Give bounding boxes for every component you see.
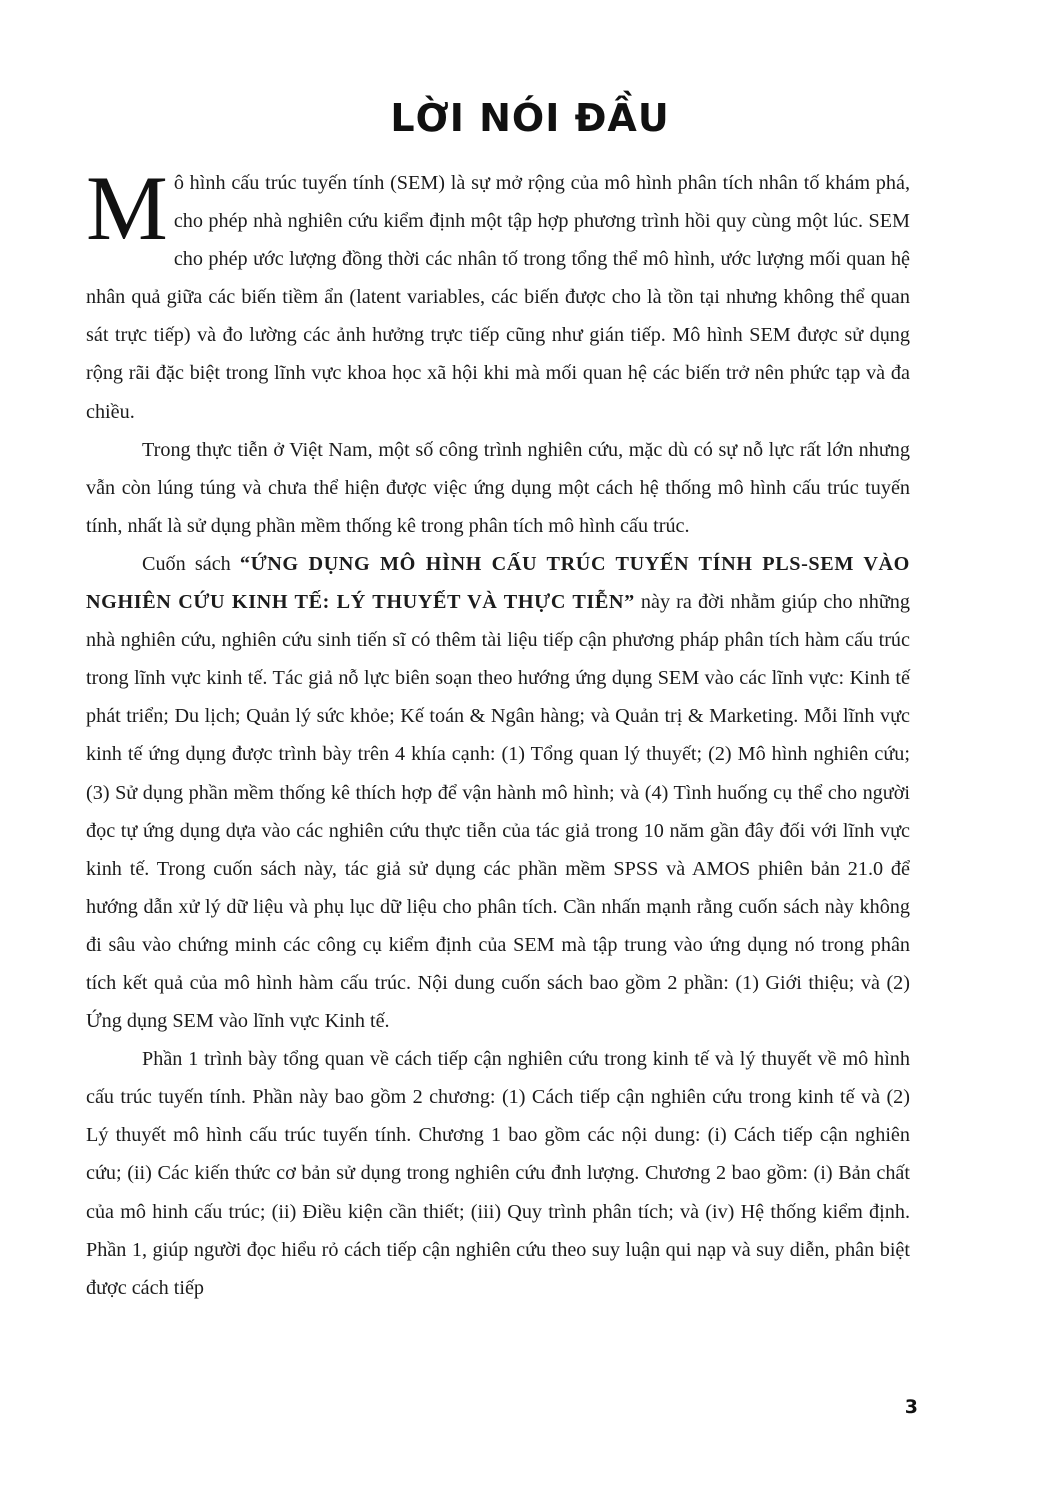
drop-cap: M [86,157,168,259]
paragraph-vietnam-context: Trong thực tiễn ở Việt Nam, một số công trình nghiên cứu, mặc dù có sự nỗ lực rất lớn nhưng vẫn còn lúng túng và chưa thể hiện được việc ứng dụng một cách hệ thống mô hình cấu trúc tuyến tính, nhất là sử dụng phần mềm thống kê trong phân tích mô hình cấu trúc. [86,438,910,537]
paragraph-book-rest: này ra đời nhằm giúp cho những nhà nghiên cứu, nghiên cứu sinh tiến sĩ có thêm tài liệu tiếp cận phương pháp phân tích hàm cấu trúc trong lĩnh vực kinh tế. Tác giả nỗ lực biên soạn theo hướng ứng dụng SEM vào các lĩnh vực: Kinh tế phát triển; Du lịch; Quản lý sức khỏe; Kế toán & Ngân hàng; và Quản trị & Marketing. Mỗi lĩnh vực kinh tế ứng dụng được trình bày trên 4 khía cạnh: (1) Tổng quan lý thuyết; (2) Mô hình nghiên cứu; (3) Sử dụng phần mềm thống kê thích hợp để vận hành mô hình; và (4) Tình huống cụ thể cho người đọc tự ứng dụng dựa vào các nghiên cứu thực tiễn của tác giả trong 10 năm gần đây đối với lĩnh vực kinh tế. Trong cuốn sách này, tác giả sử dụng các phần mềm SPSS và AMOS phiên bản 21.0 để hướng dẫn xử lý dữ liệu và phụ lục dữ liệu cho phân tích. Cần nhấn mạnh rằng cuốn sách này không đi sâu vào chứng minh các công cụ kiểm định của SEM mà tập trung vào ứng dụng nó trong phân tích kết quả của mô hình hàm cấu trúc. Nội dung cuốn sách bao gồm 2 phần: (1) Giới thiệu; và (2) Ứng dụng SEM vào lĩnh vực Kinh tế. [86,591,910,1033]
paragraph-intro [86,157,910,431]
page-title: LỜI NÓI ĐẦU [390,96,670,140]
body-text [86,157,910,1307]
page-number: 3 [904,1396,918,1418]
paragraph-part-one: Phần 1 trình bày tổng quan về cách tiếp cận nghiên cứu trong kinh tế và lý thuyết về mô hình cấu trúc tuyến tính. Phần này bao gồm 2 chương: (1) Cách tiếp cận nghiên cứu trong kinh tế và (2) Lý thuyết mô hình cấu trúc tuyến tính. Chương 1 bao gồm các nội dung: (i) Cách tiếp cận nghiên cứu; (ii) Các kiến thức cơ bản sử dụng trong nghiên cứu đnh lượng. Chương 2 bao gồm: (i) Bản chất của mô hinh cấu trúc; (ii) Điều kiện cần thiết; (iii) Quy trình phân tích; và (iv) Hệ thống kiểm định. Phần 1, giúp người đọc hiểu rỏ cách tiếp cận nghiên cứu theo suy luận qui nạp và suy diễn, phân biệt được cách tiếp [86,1048,910,1299]
paragraph-intro-text: ô hình cấu trúc tuyến tính (SEM) là sự mở rộng của mô hình phân tích nhân tố khám phá, cho phép nhà nghiên cứu kiểm định một tập hợp phương trình hồi quy cùng một lúc. SEM cho phép ước lượng đồng thời các nhân tố trong tổng thể mô hình, ước lượng mối quan hệ nhân quả giữa các biến tiềm ẩn (latent variables, các biến được cho là tồn tại nhưng không thể quan sát trực tiếp) và đo lường các ảnh hưởng trực tiếp cũng như gián tiếp. Mô hình SEM được sử dụng rộng rãi đặc biệt trong lĩnh vực khoa học xã hội khi mà mối quan hệ các biến trở nên phức tạp và đa chiều. [86,172,910,423]
paragraph-book-lead: Cuốn sách [142,552,240,575]
paragraph-book-description [86,545,910,1040]
book-title: “ỨNG DỤNG MÔ HÌNH CẤU TRÚC TUYẾN TÍNH PLS-SEM VÀO NGHIÊN CỨU KINH TẾ: LÝ THUYẾT VÀ THỰC TIỄN” [86,552,910,614]
